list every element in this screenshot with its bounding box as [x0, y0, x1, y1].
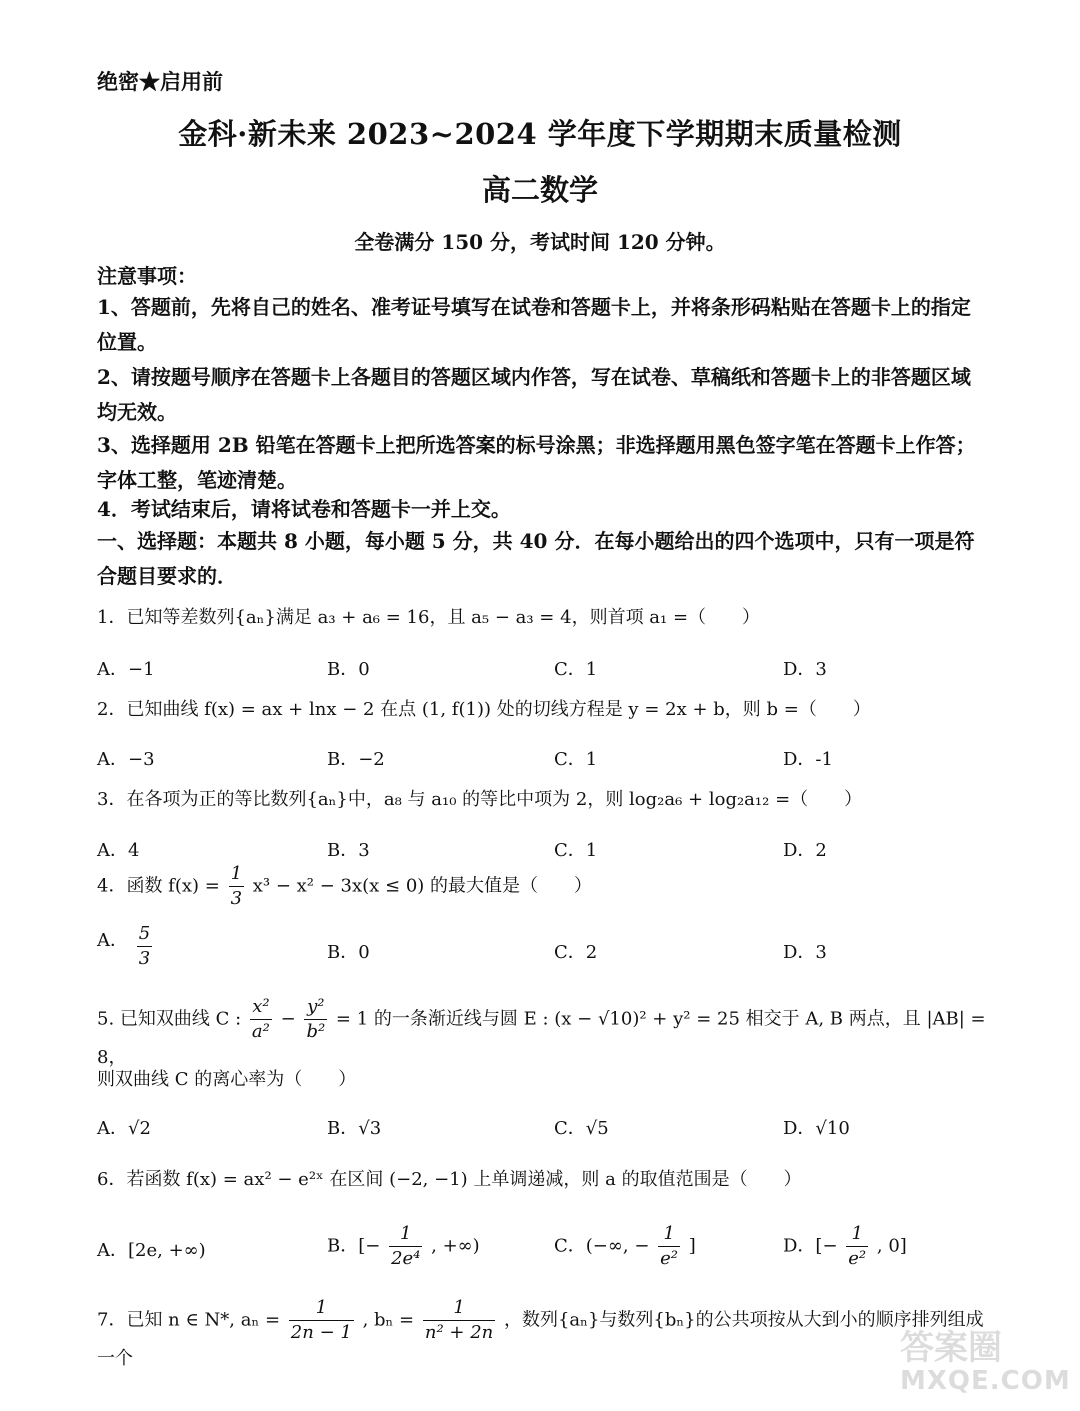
q5-stem-end: = 1 的一条渐近线与圆 E : (x − √10)² + y² = 25 相交于 A, B 两点，且 |AB| = 8， [97, 1008, 986, 1068]
q6-option-c-den: e² [660, 1248, 679, 1269]
notice-item-3: 3、选择题用 2B 铅笔在答题卡上把所选答案的标号涂黑；非选择题用黑色签字笔在答题卡上作答；字体工整，笔迹清楚。 [97, 433, 976, 492]
question-2-stem: 2．已知曲线 f(x) = ax + lnx − 2 在点 (1, f(1)) 处的切线方程是 y = 2x + b，则 b =（ ） [97, 699, 871, 720]
question-1-stem: 1．已知等差数列{aₙ}满足 a₃ + a₆ = 16，且 a₅ − a₃ = 4，则首项 a₁ =（ ） [97, 607, 761, 628]
q7-stem-end: ，数列{aₙ}与数列{bₙ}的公共项按从大到小的顺序排列组成一个 [97, 1309, 984, 1369]
q7-stem-start: 7．已知 n ∈ N*, aₙ = [97, 1309, 281, 1331]
q6-option-d [783, 1222, 907, 1271]
q6-option-b-num: 1 [389, 1222, 422, 1247]
q5-fraction-1-den: a² [251, 1021, 270, 1042]
q2-option-c: C．1 [554, 749, 598, 770]
q4-stem-end: x³ − x² − 3x(x ≤ 0) 的最大值是（ ） [252, 875, 593, 897]
notice-item-1: 1、答题前，先将自己的姓名、准考证号填写在试卷和答题卡上，并将条形码粘贴在答题卡上的指定位置。 [97, 295, 971, 354]
q2-option-a: A．−3 [97, 749, 155, 770]
q6-option-b-end: , +∞) [431, 1235, 480, 1257]
q6-option-d-start: D．[− [783, 1235, 838, 1257]
q6-option-b-den: 2e⁴ [391, 1248, 421, 1269]
q4-option-c: C．2 [554, 942, 598, 963]
question-6-stem: 6．若函数 f(x) = ax² − e²ˣ 在区间 (−2, −1) 上单调递减，则 a 的取值范围是（ ） [97, 1169, 802, 1190]
notice-heading: 注意事项： [97, 264, 197, 288]
watermark-text: 答案圈 [900, 1328, 1002, 1368]
score-info: 全卷满分 150 分，考试时间 120 分钟。 [354, 230, 726, 254]
q7-fraction-2-num: 1 [423, 1296, 495, 1321]
q1-option-c: C．1 [554, 659, 598, 680]
q5-fraction-2-num: y² [304, 995, 327, 1020]
q7-fraction-2-den: n² + 2n [424, 1322, 494, 1343]
confidential-label: 绝密★启用前 [97, 69, 223, 94]
notice-item-4: 4．考试结束后，请将试卷和答题卡一并上交。 [97, 497, 511, 521]
q6-option-d-den: e² [848, 1248, 867, 1269]
notice-item-2: 2、请按题号顺序在答题卡上各题目的答题区域内作答，写在试卷、草稿纸和答题卡上的非答题区域均无效。 [97, 365, 971, 424]
q5-fraction-1 [250, 995, 272, 1044]
q3-option-c: C．1 [554, 840, 598, 861]
q4-option-b: B．0 [327, 942, 370, 963]
question-7-stem [97, 1296, 987, 1373]
exam-title: 金科·新未来 2023~2024 学年度下学期期末质量检测 [178, 117, 902, 151]
q6-option-a: A．[2e, +∞) [97, 1240, 206, 1261]
q6-option-c-start: C．(−∞, − [554, 1235, 650, 1257]
q7-fraction-1 [289, 1296, 354, 1345]
q1-option-b: B．0 [327, 659, 370, 680]
question-5-stem [97, 995, 987, 1072]
q2-option-d: D．-1 [783, 749, 833, 770]
q4-option-d: D．3 [783, 942, 827, 963]
section-heading: 一、选择题：本题共 8 小题，每小题 5 分，共 40 分．在每小题给出的四个选项中，只有一项是符合题目要求的． [97, 529, 975, 588]
q4-option-a-label: A． [97, 930, 128, 951]
q5-option-c: C．√5 [554, 1118, 609, 1139]
q4-fraction-num: 1 [229, 862, 244, 887]
q1-option-d: D．3 [783, 659, 827, 680]
q5-fraction-1-num: x² [250, 995, 272, 1020]
q4-option-a [97, 922, 155, 971]
q4-fraction [229, 862, 244, 911]
q4-fraction-den: 3 [230, 888, 243, 909]
watermark-url: MXQE.COM [900, 1366, 1071, 1396]
question-4-stem [97, 862, 987, 911]
q3-option-d: D．2 [783, 840, 827, 861]
q6-option-b-start: B．[− [327, 1235, 381, 1257]
q4-stem-start: 4．函数 f(x) = [97, 875, 220, 897]
q1-option-a: A．−1 [97, 659, 155, 680]
question-3-stem: 3．在各项为正的等比数列{aₙ}中，a₈ 与 a₁₀ 的等比中项为 2，则 log₂a₆ + log₂a₁₂ =（ ） [97, 789, 863, 810]
q7-fraction-2 [423, 1296, 495, 1345]
q6-option-c-fraction [658, 1222, 680, 1271]
q6-option-c-end: ] [688, 1235, 696, 1257]
q6-option-d-fraction [846, 1222, 868, 1271]
q5-fraction-2 [304, 995, 327, 1044]
q6-option-c-num: 1 [658, 1222, 680, 1247]
q2-option-b: B．−2 [327, 749, 385, 770]
q6-option-b [327, 1222, 480, 1271]
q5-option-a: A．√2 [97, 1118, 151, 1139]
question-5-stem-line-2: 则双曲线 C 的离心率为（ ） [97, 1069, 357, 1090]
subject-title: 高二数学 [481, 173, 598, 207]
q4-option-a-num: 5 [137, 922, 152, 947]
q6-option-d-end: , 0] [876, 1235, 907, 1257]
watermark-logo [900, 1320, 1070, 1400]
q5-minus: − [280, 1008, 296, 1030]
q7-fraction-1-num: 1 [289, 1296, 354, 1321]
q6-option-c [554, 1222, 696, 1271]
q7-mid: , bₙ = [362, 1309, 415, 1331]
q5-option-d: D．√10 [783, 1118, 850, 1139]
q5-stem-start: 5. 已知双曲线 C : [97, 1008, 242, 1030]
q6-option-b-fraction [389, 1222, 422, 1271]
q4-option-a-fraction [137, 922, 152, 971]
q3-option-a: A．4 [97, 840, 140, 861]
q6-option-d-num: 1 [846, 1222, 868, 1247]
q5-fraction-2-den: b² [306, 1021, 326, 1042]
q5-option-b: B．√3 [327, 1118, 382, 1139]
q7-fraction-1-den: 2n − 1 [290, 1322, 352, 1343]
q3-option-b: B．3 [327, 840, 370, 861]
q4-option-a-den: 3 [138, 948, 151, 969]
